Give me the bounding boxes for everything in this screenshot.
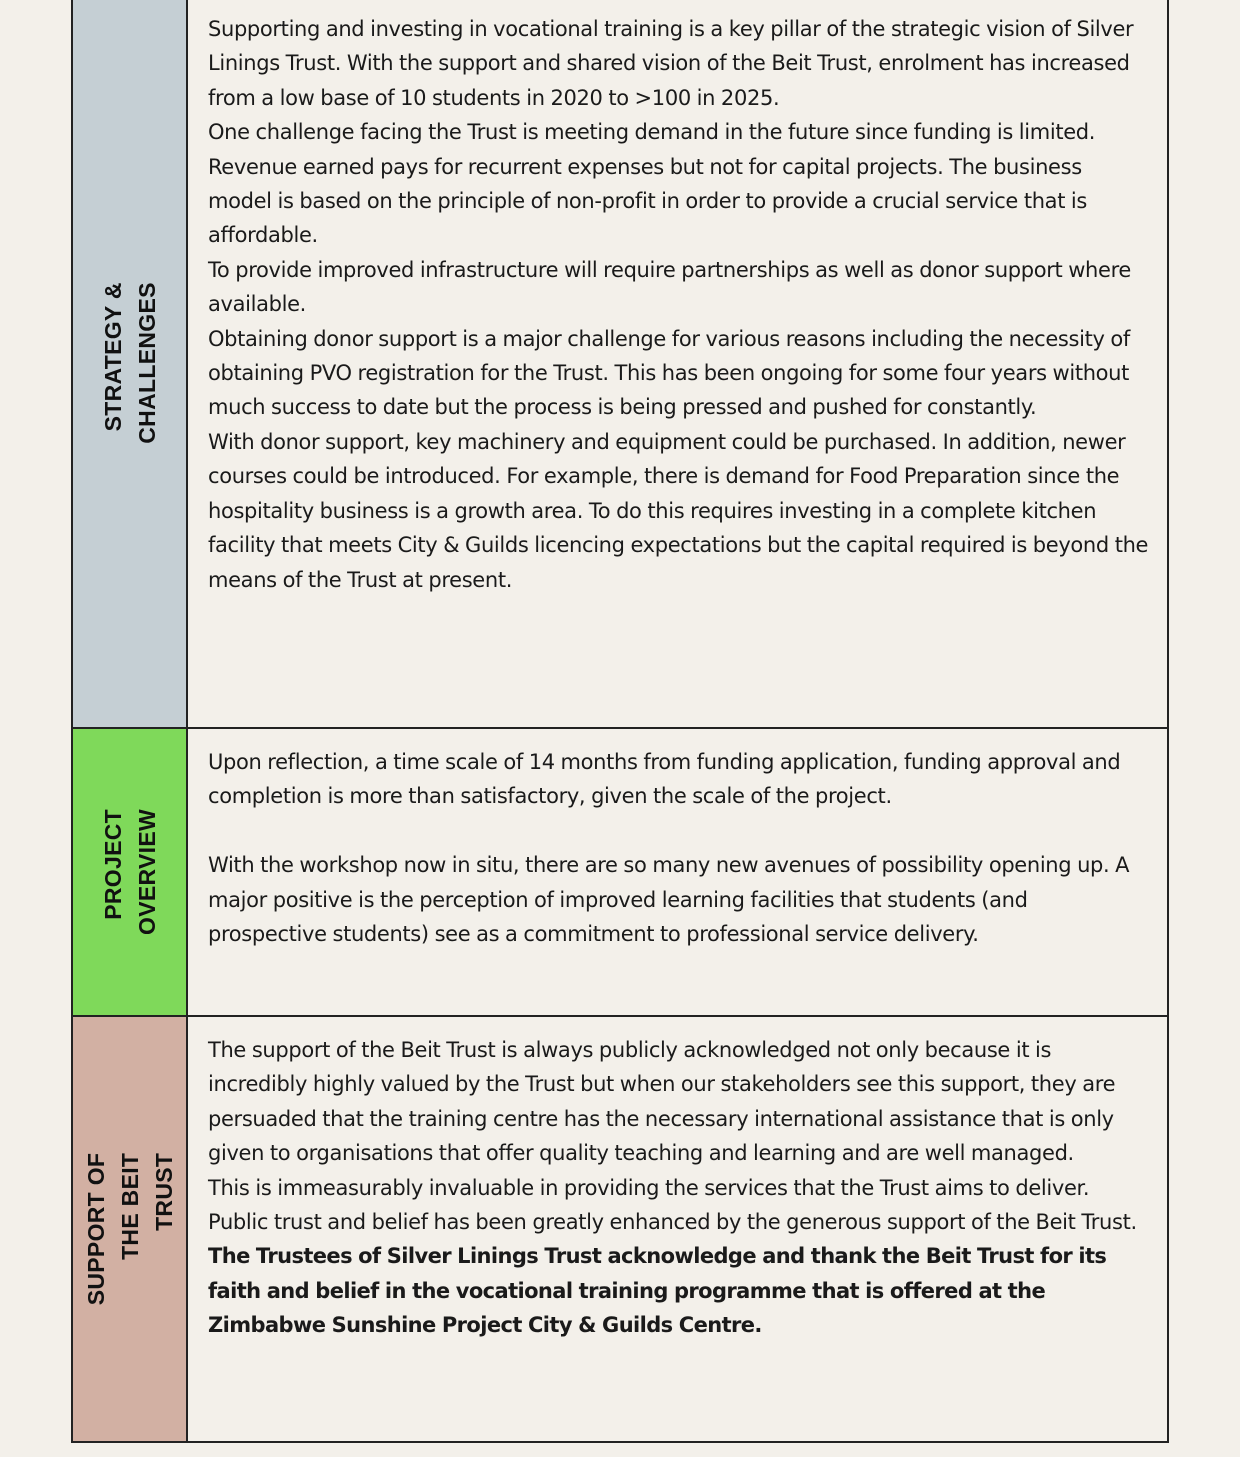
strategy-paragraph: Supporting and investing in vocational training is a key pillar of the strategic vision of Silver Linings Trust. With the support and shared vision of the Beit Trust, enrolment has increased from a low base of 10 students in 2020 to >100 in 2025. xyxy=(208,17,1134,110)
strategy-challenges-content xyxy=(188,0,1167,727)
project-overview-label-cell xyxy=(73,729,188,1015)
strategy-paragraph: With donor support, key machinery and equipment could be purchased. In addition, newer courses could be introduced. For example, there is demand for Food Preparation since the hospitality business is a growth area. To do this requires investing in a complete kitchen facility that meets City & Guilds licencing expectations but the capital required is beyond the means of the Trust at present. xyxy=(208,429,1149,592)
support-paragraph: The support of the Beit Trust is always publicly acknowledged not only because it is incredibly highly valued by the Trust but when our stakeholders see this support, they are persuaded that the training centre has the necessary international assistance that is only given to organisations that offer quality teaching and learning and are well managed. xyxy=(208,1038,1116,1166)
project-overview-row xyxy=(73,727,1167,1015)
strategy-challenges-label-cell xyxy=(73,0,188,727)
project-paragraph: Upon reflection, a time scale of 14 months from funding application, funding approval and completion is more than satisfactory, given the scale of the project. xyxy=(208,750,1121,809)
strategy-challenges-heading: STRATEGY & CHALLENGES xyxy=(99,281,160,444)
support-beit-trust-content xyxy=(188,1017,1167,1441)
strategy-paragraph: To provide improved infrastructure will require partnerships as well as donor support where available. xyxy=(208,257,1131,317)
support-paragraph: This is immeasurably invaluable in providing the services that the Trust aims to deliver. Public trust and belief has been greatly enhanced by the generous support of the Beit Trust. xyxy=(208,1175,1137,1235)
strategy-paragraph: Obtaining donor support is a major challenge for various reasons including the necessity of obtaining PVO registration for the Trust. This has been ongoing for some four years without much success to date but the process is being pressed and pushed for constantly. xyxy=(208,326,1130,420)
project-paragraph: With the workshop now in situ, there are so many new avenues of possibility opening up. A major positive is the perception of improved learning facilities that students (and prospective students) see as a commitment to professional service delivery. xyxy=(208,853,1130,947)
project-overview-heading: PROJECT OVERVIEW xyxy=(99,809,160,935)
support-beit-trust-label-cell xyxy=(73,1017,188,1441)
project-overview-content xyxy=(188,729,1167,1015)
strategy-challenges-row xyxy=(73,0,1167,727)
closing-statement: The Trustees of Silver Linings Trust acknowledge and thank the Beit Trust for its faith and belief in the vocational training programme that is offered at the Zimbabwe Sunshine Project City & Guilds Centre. xyxy=(208,1244,1107,1338)
strategy-paragraph: One challenge facing the Trust is meeting demand in the future since funding is limited. Revenue earned pays for recurrent expenses but not for capital projects. The business model is based on the principle of non-profit in order to provide a crucial service that is affordable. xyxy=(208,120,1096,248)
support-beit-trust-row xyxy=(73,1015,1167,1441)
support-beit-trust-heading: SUPPORT OF THE BEIT TRUST xyxy=(82,1152,177,1306)
report-table xyxy=(71,0,1169,1443)
